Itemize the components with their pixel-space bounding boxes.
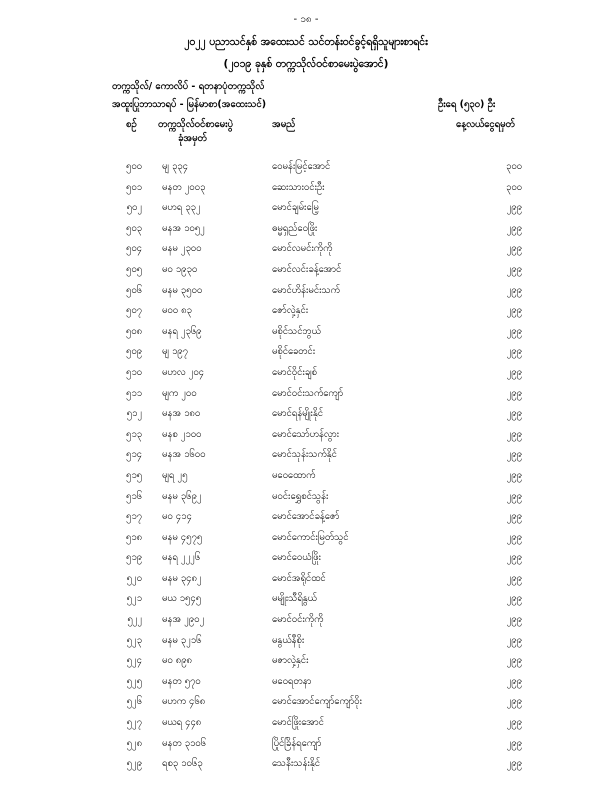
- row-number: ၅၀၄: [125, 243, 142, 255]
- row-exam-roll: မနမ ၂၃၀၀: [162, 243, 202, 255]
- row-number: ၅၁၉: [125, 552, 142, 564]
- row-score: ၂၉၉: [506, 428, 522, 440]
- row-exam-roll: မနစ ၂၁၀၀: [162, 428, 202, 440]
- table-row: [0, 753, 612, 774]
- header-exam-roll-line2: ခုံအမှတ်: [178, 133, 207, 144]
- row-number: ၅၁၀: [125, 366, 142, 378]
- document-title: ၂၀၂၂ ပညာသင်နှစ် အထေးသင် သင်တန်းဝင်ခွင့်ရရှိသူများစာရင်း: [184, 36, 428, 48]
- row-exam-roll: မယရ ၄၄၈: [162, 717, 202, 729]
- row-student-name: မောင်ဝိုင်းချစ်: [272, 366, 317, 378]
- row-exam-roll: မနရ ၂၂၂၆: [162, 552, 201, 564]
- row-score: ၂၉၉: [506, 366, 522, 378]
- row-student-name: မောင်လင်းခန့်အောင်: [272, 263, 342, 275]
- row-exam-roll: မဝဝ ၈၃: [162, 305, 192, 317]
- row-score: ၂၉၉: [506, 387, 522, 399]
- row-number: ၅၀၇: [125, 305, 142, 317]
- row-number: ၅၁၄: [125, 449, 142, 461]
- row-score: ၂၉၉: [506, 511, 522, 523]
- row-exam-roll: မနတ ၂၀၀၃: [162, 181, 206, 193]
- table-row: [0, 712, 612, 733]
- header-name: အမည်: [272, 119, 296, 130]
- row-number: ၅၁၈: [125, 531, 142, 543]
- row-exam-roll: မနမ ၃၄၈၂: [162, 572, 202, 584]
- row-student-name: မဇာလှဲ့နှင်း: [272, 655, 309, 667]
- row-score: ၂၉၉: [506, 531, 522, 543]
- table-row: [0, 218, 612, 239]
- row-exam-roll: မနမ ၃၂၁၆: [162, 634, 202, 646]
- row-number: ၅၂၃: [126, 634, 142, 646]
- row-exam-roll: မယ ၁၅၄၅: [162, 593, 202, 605]
- table-row: [0, 197, 612, 218]
- row-exam-roll: မဝ ၈၉၈: [162, 655, 192, 667]
- table-row: [0, 403, 612, 424]
- row-score: ၂၉၉: [506, 202, 522, 214]
- row-number: ၅၁၂: [126, 408, 142, 420]
- row-score: ၂၉၉: [506, 717, 522, 729]
- row-exam-roll: မဟလ ၂၀၄: [162, 366, 205, 378]
- row-student-name: ဇော်လှဲ့နှင်း: [272, 305, 309, 317]
- row-score: ၂၉၉: [506, 449, 522, 461]
- row-score: ၂၉၉: [506, 305, 522, 317]
- page-number: - ၁၈ -: [293, 14, 319, 25]
- row-score: ၂၉၉: [506, 572, 522, 584]
- row-number: ၅၀၆: [125, 284, 142, 296]
- row-exam-roll: မျက ၂၀၀: [162, 387, 197, 399]
- row-student-name: ဓမ္မရှည်ဝေဖြိုး: [272, 222, 318, 234]
- row-number: ၅၂၂: [127, 614, 142, 626]
- table-row: [0, 527, 612, 548]
- row-student-name: မောင်အောင်ကျော်ကျော်ဝိုး: [272, 696, 362, 708]
- row-student-name: မဝေထောက်: [272, 469, 316, 481]
- row-number: ၅၁၇: [125, 511, 142, 523]
- table-row: [0, 691, 612, 712]
- row-score: ၂၉၉: [506, 737, 522, 749]
- table-row: [0, 465, 612, 486]
- row-exam-roll: မဟက ၄၆၈: [162, 696, 206, 708]
- row-score: ၂၉၉: [506, 614, 522, 626]
- row-exam-roll: မနအ ၁၈၀: [162, 408, 201, 420]
- row-number: ၅၀၀: [125, 161, 142, 172]
- budget-label: ဦးရေ (၅၃၀) ဦး: [438, 99, 496, 110]
- row-score: ၂၉၉: [506, 593, 522, 605]
- row-exam-roll: မနမ ၄၅၇၅: [162, 531, 203, 543]
- header-score: နေ့လယ်ငွေရမှတ်: [456, 119, 515, 130]
- row-score: ၂၉၉: [506, 655, 522, 667]
- row-student-name: မောင်ကောင်းမြတ်သွင်: [272, 531, 349, 543]
- row-number: ၅၂၇: [126, 717, 142, 729]
- row-number: ၅၂၆: [126, 696, 142, 708]
- table-row: [0, 300, 612, 321]
- row-student-name: မစိုင်ခေတင်း: [272, 346, 316, 358]
- row-score: ၂၉၉: [506, 552, 522, 564]
- row-student-name: ပြိုင်ခြိန်ရကျော်: [272, 737, 322, 749]
- row-score: ၂၉၉: [506, 346, 522, 358]
- row-score: ၂၉၉: [506, 284, 522, 296]
- row-exam-roll: ရစ၃ ၁၀၆၃: [162, 758, 203, 770]
- row-exam-roll: မနမ ၃၆၉၂: [162, 490, 202, 502]
- row-student-name: ဆေးသားဝင်းဦး: [272, 181, 325, 193]
- row-student-name: မောင်သော်ဟန်လွား: [272, 428, 340, 440]
- row-score: ၂၉၉: [506, 634, 522, 646]
- table-row: [0, 362, 612, 383]
- row-number: ၅၂၉: [126, 758, 142, 770]
- row-exam-roll: မနမ ၃၅၀၀: [162, 284, 203, 296]
- row-score: ၂၉၉: [506, 469, 522, 481]
- row-student-name: မနွယ်နီစိုး: [272, 634, 305, 646]
- row-student-name: မဝေရတနာ: [272, 675, 312, 687]
- table-row: [0, 238, 612, 259]
- row-student-name: မောင်ဟိန်းမင်းသက်: [272, 284, 340, 296]
- table-row: [0, 506, 612, 527]
- row-number: ၅၂၅: [126, 675, 142, 687]
- row-exam-roll: မျရ ၂၅: [162, 469, 188, 481]
- table-header: [0, 118, 612, 152]
- row-score: ၂၉၉: [506, 408, 522, 420]
- row-score: ၂၉၉: [506, 675, 522, 687]
- row-score: ၂၉၉: [506, 758, 522, 770]
- row-student-name: မောင်အောင်ခန့်ဇော်: [272, 511, 340, 523]
- row-student-name: မောင်သုန်းသက်နိုင်: [272, 449, 337, 461]
- table-row: [0, 424, 612, 445]
- row-exam-roll: မဟရ ၃၃၂: [162, 202, 201, 214]
- table-row: [0, 609, 612, 630]
- row-score: ၂၉၉: [506, 490, 522, 502]
- header-no: စဉ်: [126, 119, 137, 130]
- row-student-name: ဝေမန်းမြင့်အောင်: [272, 161, 331, 172]
- row-number: ၅၁၁: [125, 387, 142, 399]
- row-score: ၂၉၉: [506, 696, 522, 708]
- table-row: [0, 486, 612, 507]
- table-row: [0, 156, 612, 177]
- row-student-name: မောင်ဝင်းသက်ကျော်: [272, 387, 344, 399]
- row-student-name: မောင်ရန်မျိုးနိုင်: [272, 408, 324, 420]
- row-student-name: မောင်လမင်းကိုကို: [272, 243, 333, 255]
- row-number: ၅၁၃: [125, 428, 142, 440]
- row-student-name: မဝင်းရွှေစင်သွန်း: [272, 490, 329, 502]
- row-number: ၅၁၅: [125, 469, 142, 481]
- row-number: ၅၂၀: [126, 572, 142, 584]
- row-number: ၅၀၂: [126, 202, 142, 214]
- row-score: ၂၉၉: [506, 243, 522, 255]
- row-score: ၂၉၉: [506, 263, 522, 275]
- row-student-name: မစိုင်သင်ဘွယ်: [272, 325, 321, 337]
- table-row: [0, 547, 612, 568]
- table-row: [0, 568, 612, 589]
- row-student-name: မောင်အရိုင်ထင်: [272, 572, 326, 584]
- row-student-name: မောင်ဝင်းကိုကို: [272, 614, 324, 626]
- row-exam-roll: မနအ ၁၆၀၀: [162, 449, 206, 461]
- table-row: [0, 671, 612, 692]
- row-score: ၂၉၉: [506, 222, 522, 234]
- row-number: ၅၀၅: [125, 263, 142, 275]
- document-subtitle: (၂၀၁၉ ခုနှစ် တက္ကသိုလ်ဝင်စာမေးပွဲအောင်): [223, 58, 389, 70]
- student-list: [0, 156, 612, 774]
- row-number: ၅၂၄: [126, 655, 142, 667]
- row-exam-roll: မနရ ၂၃၆၉: [162, 325, 202, 337]
- table-row: [0, 444, 612, 465]
- row-score: ၂၉၉: [506, 325, 522, 337]
- row-number: ၅၂၁: [126, 593, 142, 605]
- row-exam-roll: မျ ၁၉၇: [162, 346, 188, 358]
- row-student-name: မောင်ဝေယံဖြိုး: [272, 552, 321, 564]
- table-row: [0, 321, 612, 342]
- row-student-name: မမျိုးသီရိနွယ်: [272, 593, 317, 605]
- table-row: [0, 341, 612, 362]
- row-number: ၅၀၃: [125, 222, 142, 234]
- row-score: ၃၀၀: [505, 161, 522, 172]
- row-number: ၅၀၉: [125, 346, 142, 358]
- department-line: တက္ကသိုလ်/ ကောလိပ် - ရတနာပုံတက္ကသိုလ်: [112, 81, 265, 92]
- row-exam-roll: မနအ ၂၉၀၂: [162, 614, 205, 626]
- row-number: ၅၀၁: [125, 181, 142, 193]
- row-student-name: မောင်ချမ်းမြေ့: [272, 202, 319, 214]
- table-row: [0, 733, 612, 754]
- row-exam-roll: မနတ ၅၇၀: [162, 675, 201, 687]
- row-number: ၅၁၆: [125, 490, 142, 502]
- row-student-name: မောင်ဖြိုးအောင်: [272, 717, 324, 729]
- row-score: ၃၀၀: [505, 181, 522, 193]
- table-row: [0, 259, 612, 280]
- row-exam-roll: မျ ၃၃၄: [162, 161, 188, 172]
- row-number: ၅၀၈: [125, 325, 142, 337]
- table-row: [0, 383, 612, 404]
- table-row: [0, 650, 612, 671]
- table-row: [0, 630, 612, 651]
- table-row: [0, 280, 612, 301]
- row-exam-roll: မဝ ၄၁၄: [162, 511, 192, 523]
- row-exam-roll: မနတ ၃၁၀၆: [162, 737, 206, 749]
- row-student-name: သေနီးသန်းနိုင်: [272, 758, 320, 770]
- header-exam-roll-line1: တက္ကသိုလ်ဝင်စာမေးပွဲ: [158, 119, 233, 130]
- row-exam-roll: မနအ ၁၀၅၂: [162, 222, 205, 234]
- table-row: [0, 588, 612, 609]
- section-line: အထူးပြုဘာသာရပ် - မြန်မာစာ(အထေးသင်): [112, 99, 267, 110]
- row-exam-roll: မဝ ၁၉၃၀: [162, 263, 198, 275]
- row-number: ၅၂၈: [126, 737, 142, 749]
- table-row: [0, 177, 612, 198]
